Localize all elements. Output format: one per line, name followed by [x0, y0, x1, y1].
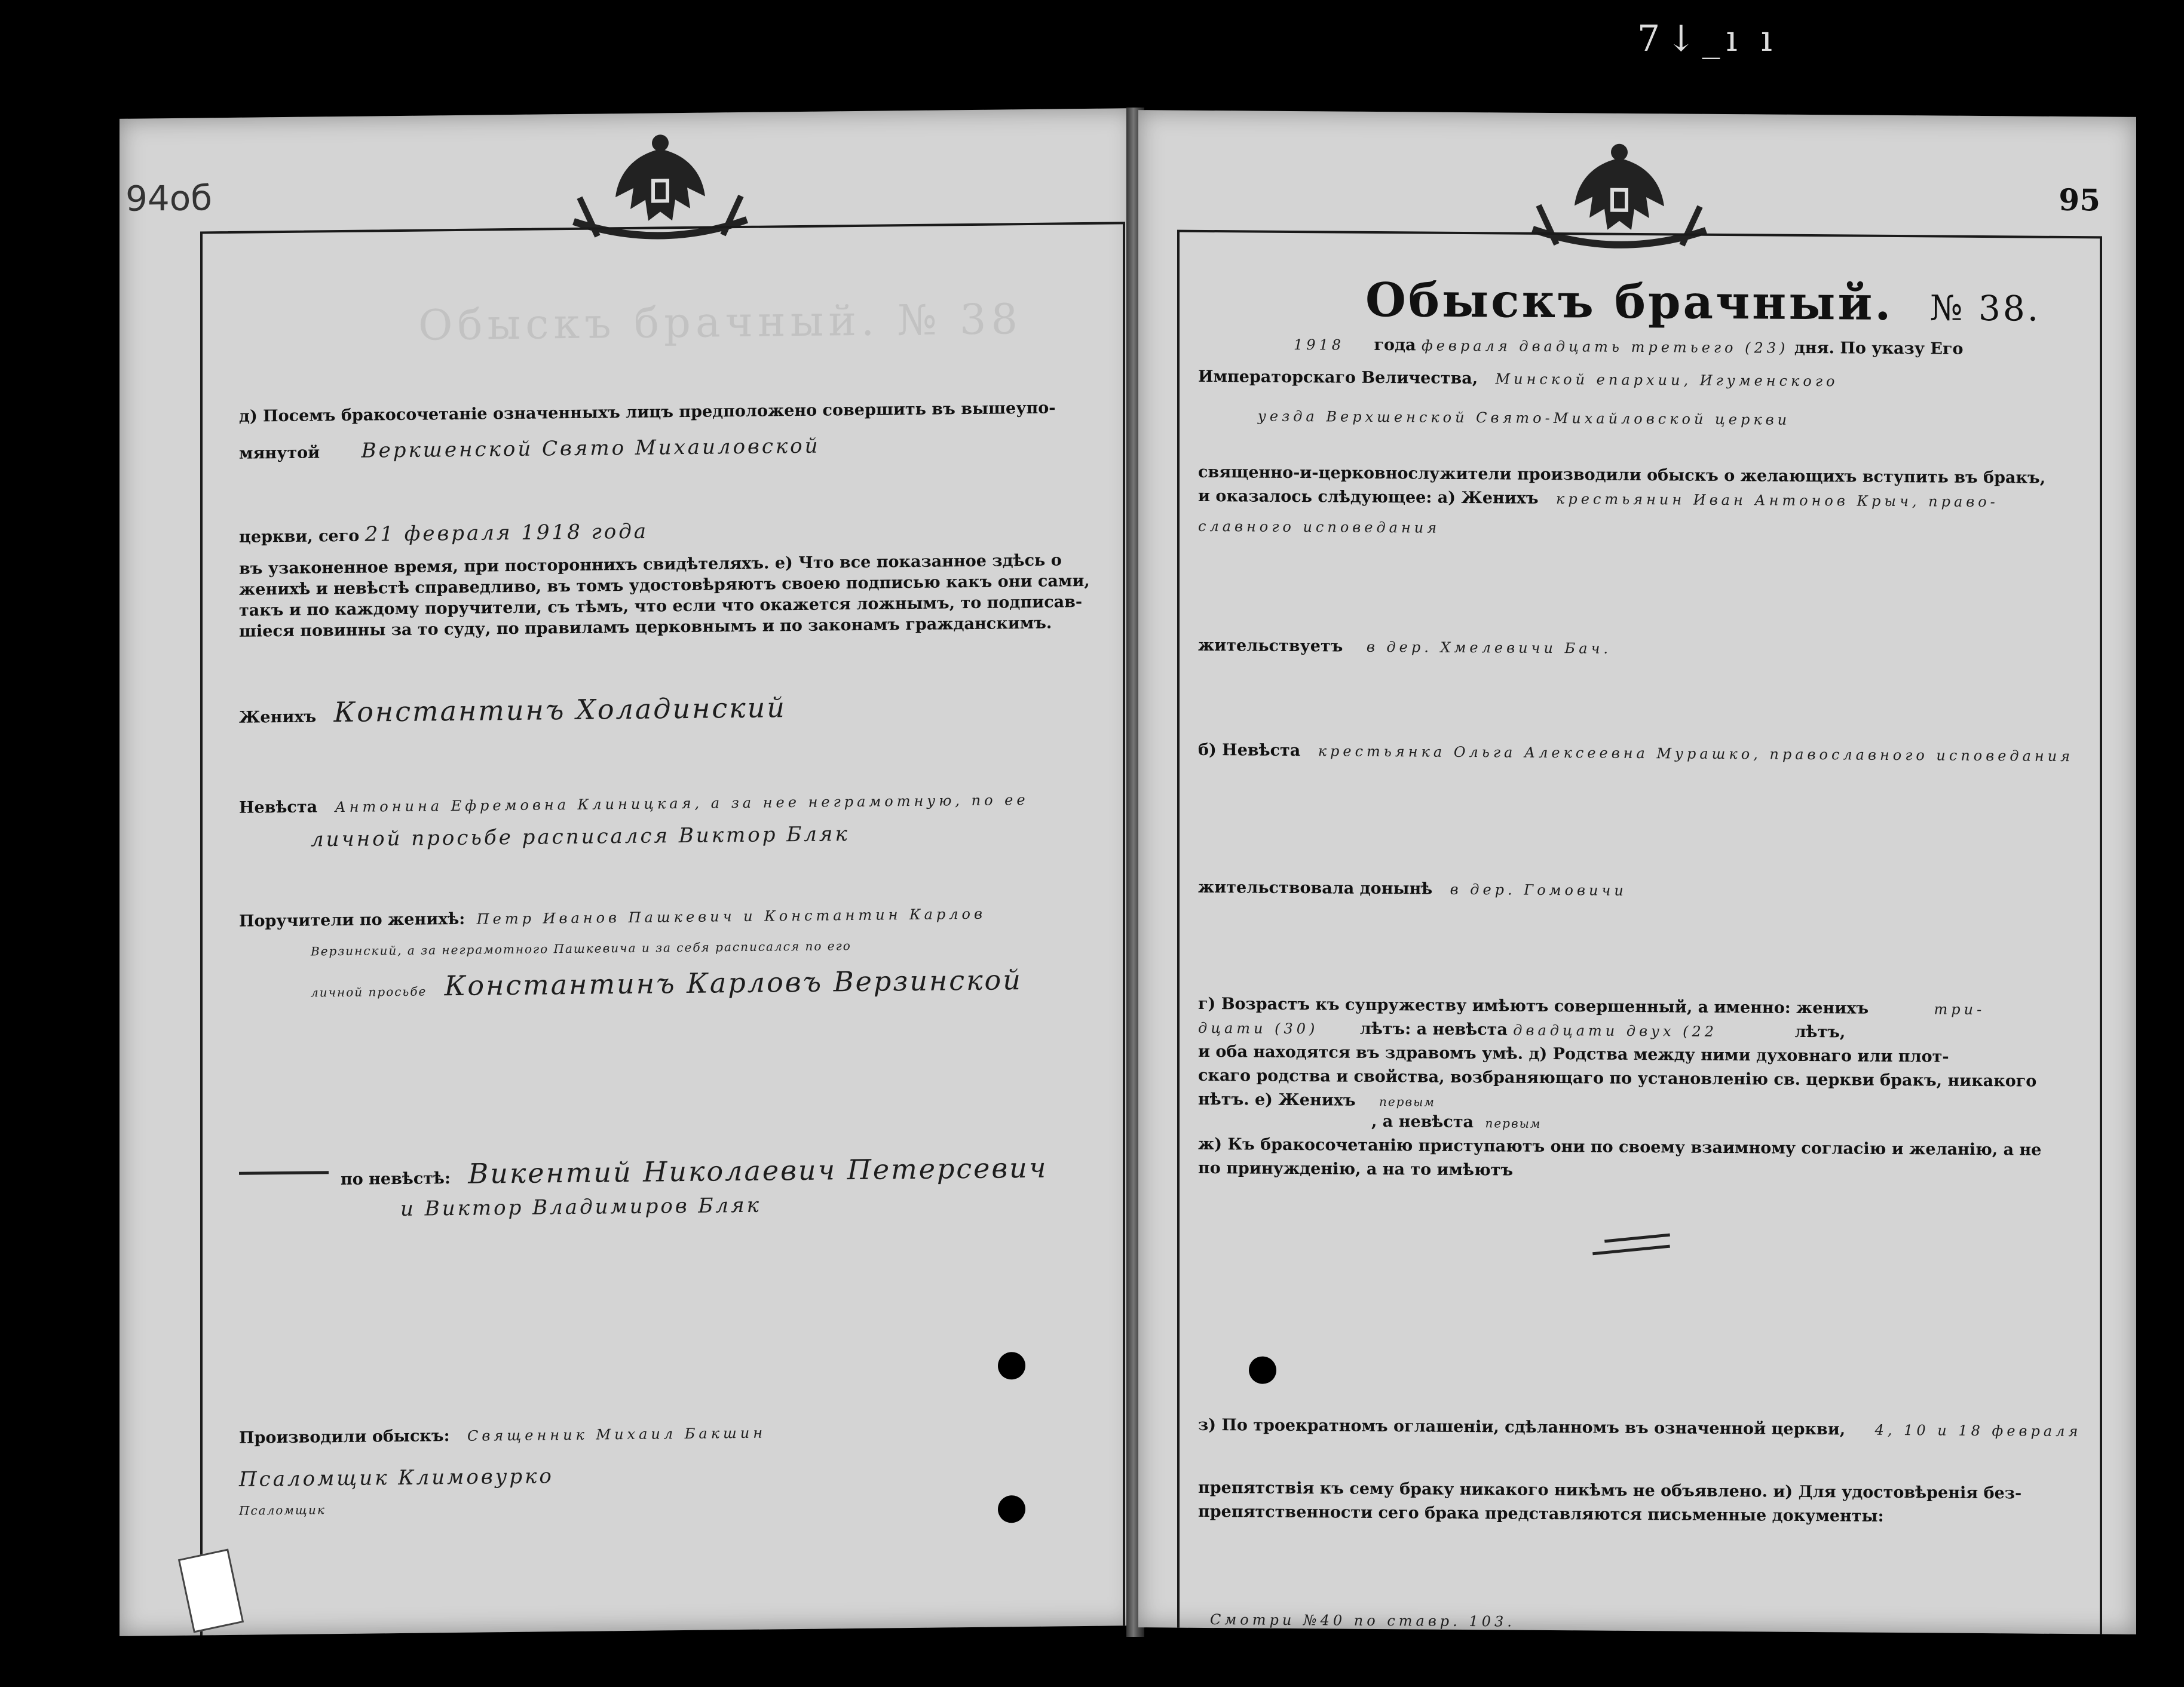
- bride-guarantors-handwriting-2: и Виктор Владимиров Бляк: [400, 1193, 761, 1221]
- consent-line-2: по принужденію, а на то имѣютъ: [1198, 1158, 1514, 1180]
- age-line-2-end: лѣтъ,: [1794, 1022, 1846, 1042]
- bride-marriage-print: , а невѣста: [1371, 1112, 1474, 1132]
- intro-line-2-print: Императорскаго Величества,: [1198, 367, 1478, 388]
- marriage-count-line: [1198, 1090, 1435, 1111]
- footer-note-handwriting: Смотри №40 по ставр. 103.: [1210, 1611, 1515, 1630]
- left-page: [120, 108, 1135, 1636]
- intro-year: 1918: [1294, 336, 1345, 354]
- bride-line-handwriting: крестьянка Ольга Алексеевна Мурашко, православного исповедания: [1318, 743, 2074, 765]
- church-name-handwriting: Веркшенской Свято Михаиловской: [361, 434, 820, 463]
- bride-signature-handwriting-2: личной просьбе расписался Виктор Бляк: [311, 822, 850, 852]
- groom-line-2: [1198, 517, 1440, 537]
- conductors-line-3: [239, 1499, 326, 1519]
- attestation-line-4: шіеся повинны за то суду, по правиламъ церковнымъ и по законамъ гражданскимъ.: [239, 614, 1052, 641]
- impediment-line-1: препятствія къ сему браку никакого никѣмъ не объявлено. и) Для удостовѣренія без-: [1198, 1478, 2022, 1503]
- groom-signature: Константинъ Холадинский: [333, 691, 786, 729]
- conductor-signature-2: Псаломщик Климовурко: [239, 1464, 554, 1492]
- attestation-line-2: женихѣ и невѣстѣ справедливо, въ томъ удостовѣряютъ своею подписью какъ они сами,: [239, 571, 1090, 599]
- groom-residence-label: жительствуетъ: [1198, 636, 1343, 656]
- bride-marriage-handwriting: первым: [1485, 1116, 1542, 1131]
- age-line-2-print: лѣтъ: а невѣста: [1359, 1019, 1508, 1039]
- wedding-place-line-1: д) Посемъ бракосочетаніе означенныхъ лицъ предположено совершить въ вышеупо-: [239, 398, 1056, 426]
- record-number: № 38.: [1929, 287, 2041, 329]
- groom-guarantor-signature: Константинъ Карловъ Верзинской: [444, 964, 1022, 1002]
- conductors-line-2: [239, 1464, 554, 1492]
- groom-age-handwriting-1: три-: [1934, 1001, 1986, 1019]
- age-line-1-print: г) Возрастъ къ супружеству имѣютъ совершенный, а именно: женихъ: [1198, 994, 1869, 1018]
- intro-text-2: дня. По указу Его: [1794, 338, 1964, 358]
- left-page-number: 94об: [125, 177, 213, 219]
- groom-residence-handwriting: в дер. Хмелевичи Бач.: [1366, 638, 1612, 657]
- form-title-text: Обыскъ брачный.: [1365, 272, 1894, 331]
- bride-guarantors-line-2: [400, 1194, 761, 1221]
- kinship-line-2: скаго родства и свойства, возбраняющаго по установленію св. церкви бракъ, никакого: [1198, 1066, 2037, 1091]
- bride-residence-line: [1198, 878, 1627, 900]
- intro-date-handwriting: февраля двадцать третьего (23): [1421, 337, 1789, 357]
- binding-hole: [998, 1352, 1025, 1379]
- right-page: [1138, 110, 2136, 1634]
- intro-line-3-handwriting: уезда Верхшенской Свято-Михайловской церкви: [1258, 407, 1791, 428]
- groom-residence-line: [1198, 636, 1612, 658]
- conductors-label: Производили обыскъ:: [239, 1427, 450, 1447]
- groom-guarantors-label: Поручители по женихѣ:: [239, 909, 465, 931]
- page-number: 95: [2059, 182, 2100, 218]
- bleed-through-title: Обыскъ брачный. № 38: [418, 295, 1023, 350]
- bride-residence-label: жительствовала донынѣ: [1198, 878, 1433, 898]
- wedding-place-label: мянутой: [239, 443, 320, 463]
- conductor-signature-3: Псаломщик: [239, 1502, 326, 1518]
- consent-line-1: ж) Къ бракосочетанію приступаютъ они по своему взаимному согласію и желанію, а не: [1198, 1134, 2042, 1160]
- groom-guarantors-handwriting-3: личной просьбе: [311, 984, 427, 1000]
- intro-text-1: года: [1374, 335, 1416, 355]
- groom-line-1-handwriting: крестьянин Иван Антонов Крыч, право-: [1556, 490, 1999, 511]
- wedding-date-handwriting: 21 февраля 1918 года: [364, 519, 649, 547]
- groom-guarantors-handwriting-1: Петр Иванов Пашкевич и Константин Карлов: [476, 905, 986, 928]
- intro-line-4: священно-и-церковнослужители производили обыскъ о желающихъ вступить въ бракъ,: [1198, 462, 2046, 487]
- groom-guarantors-handwriting-2: Верзинский, а за неграмотного Пашкевича и за себя расписался по его: [311, 938, 851, 959]
- bride-residence-handwriting: в дер. Гомовичи: [1450, 881, 1627, 899]
- groom-label: Женихъ: [239, 707, 317, 727]
- binding-hole: [1249, 1356, 1276, 1384]
- groom-signature-line: [239, 691, 786, 729]
- bride-guarantors-handwriting-1: Викентий Николаевич Петерсевич: [468, 1151, 1048, 1190]
- form-title: [1365, 273, 2041, 332]
- groom-marriage-handwriting: первым: [1379, 1094, 1435, 1109]
- banns-dates-handwriting: 4, 10 и 18 февраля: [1874, 1421, 2082, 1440]
- bride-line-print: б) Невѣста: [1198, 740, 1301, 760]
- intro-line-2-handwriting: Минской епархии, Игуменского: [1495, 370, 1839, 390]
- footer-note-line: [1210, 1610, 1515, 1631]
- groom-age-handwriting-2: дцати (30): [1198, 1019, 1319, 1038]
- kinship-line-1: и оба находятся въ здравомъ умѣ. д) Родства между ними духовнаго или плот-: [1198, 1042, 1949, 1066]
- wedding-date-label: церкви, сего: [239, 526, 360, 547]
- binding-hole: [998, 1495, 1025, 1523]
- conductor-signature-1: Священник Михаил Бакшин: [467, 1424, 767, 1444]
- wedding-date-line: [239, 520, 648, 548]
- bride-age-handwriting: двадцати двух (22: [1513, 1022, 1718, 1040]
- marriage-count-print: нѣтъ. е) Женихъ: [1198, 1090, 1356, 1110]
- bride-signature-handwriting-1: Антонина Ефремовна Клиницкая, а за нее неграмотную, по ее: [335, 791, 1029, 816]
- impediment-line-2: препятственности сего брака представляются письменные документы:: [1198, 1502, 1884, 1526]
- attestation-line-1: въ узаконенное время, при постороннихъ свидѣтеляхъ. е) Что все показанное здѣсь о: [239, 551, 1062, 578]
- bride-guarantors-label: по невѣстѣ:: [341, 1169, 451, 1189]
- attestation-line-3: такъ и по каждому поручители, съ тѣмъ, что если что окажется ложнымъ, то подписав-: [239, 593, 1083, 620]
- groom-line-2-handwriting: славного исповедания: [1198, 517, 1441, 536]
- intro-line-3: [1258, 407, 1790, 429]
- banns-print: з) По троекратномъ оглашеніи, сдѣланномъ въ означенной церкви,: [1198, 1415, 1846, 1439]
- groom-line-1-print: и оказалось слѣдующее: а) Женихъ: [1198, 486, 1539, 508]
- bride-marriage-line: [1371, 1112, 1541, 1132]
- bride-label: Невѣста: [239, 798, 318, 817]
- archive-corner-mark: 7↓_ı ı: [1637, 18, 1778, 60]
